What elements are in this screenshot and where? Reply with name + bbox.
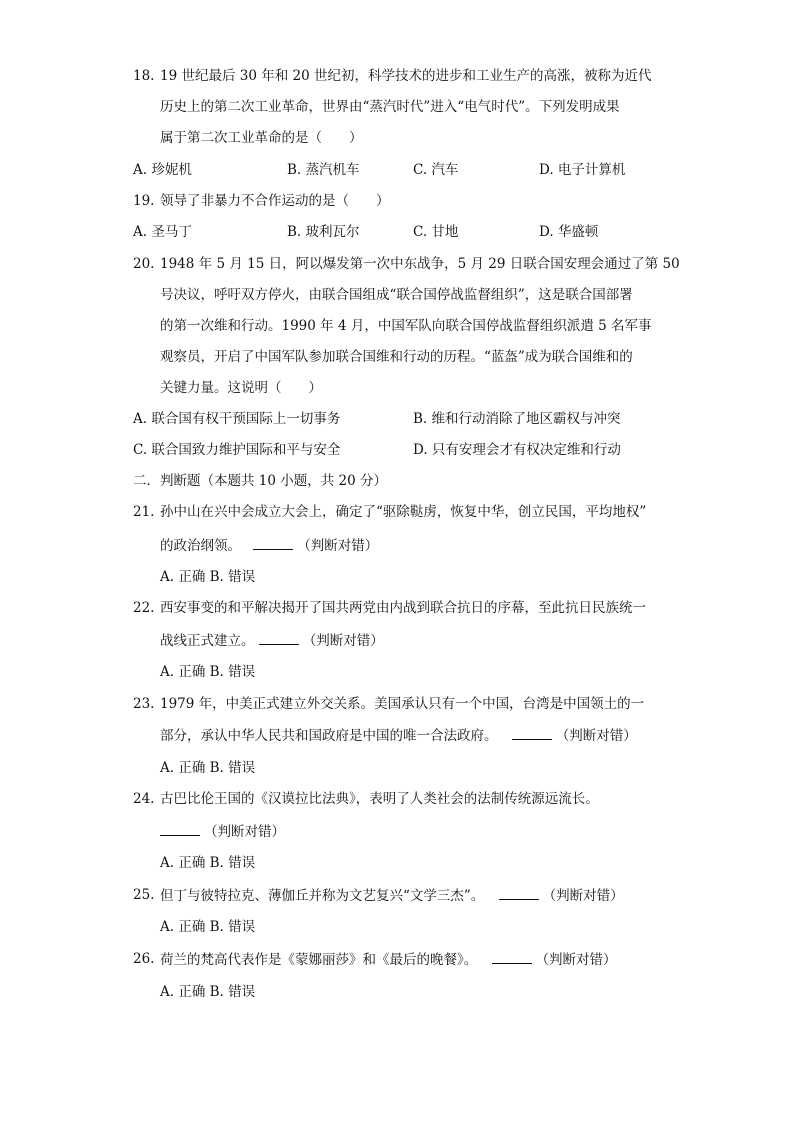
question-text: 西安事变的和平解决揭开了国共两党由内战到联合抗日的序幕，至此抗日民族统一 — [160, 600, 646, 616]
question-text-line — [160, 949, 617, 970]
question-text: 战线正式建立。 — [160, 633, 255, 649]
judge-options[interactable]: A. 正确 B. 错误 — [160, 855, 256, 871]
question-text: 号决议，呼吁双方停火，由联合国组成“联合国停战监督组织”，这是联合国部署 — [160, 287, 633, 303]
question-text: 领导了非暴力不合作运动的是（ ） — [160, 193, 390, 209]
option-c[interactable]: C. 联合国致力维护国际和平与安全 — [133, 442, 341, 458]
question-text: 关键力量。这说明（ ） — [160, 380, 322, 396]
question-text: 观察员，开启了中国军队参加联合国维和行动的历程。“蓝盔”成为联合国维和的 — [160, 349, 633, 365]
question-number: 24. — [133, 791, 155, 807]
question-number: 23. — [133, 696, 155, 712]
option-b[interactable]: B. 蒸汽机车 — [287, 162, 360, 178]
question-text: 1979 年，中美正式建立外交关系。美国承认只有一个中国，台湾是中国领土的一 — [160, 696, 645, 712]
question-text: 的第一次维和行动。1990 年 4 月，中国军队向联合国停战监督组织派遣 5 名军事 — [160, 318, 652, 334]
question-text: 属于第二次工业革命的是（ ） — [160, 130, 363, 146]
judge-options[interactable]: A. 正确 B. 错误 — [160, 919, 256, 935]
option-d[interactable]: D. 华盛顿 — [539, 224, 599, 240]
question-text: 孙中山在兴中会成立大会上，确定了“驱除鞑虏，恢复中华，创立民国，平均地权” — [160, 504, 647, 520]
question-number: 26. — [133, 951, 155, 967]
option-b[interactable]: B. 玻利瓦尔 — [287, 224, 360, 240]
judge-hint: （判断对错） — [297, 538, 379, 554]
option-a[interactable]: A. 联合国有权干预国际上一切事务 — [133, 411, 341, 427]
question-text: 历史上的第二次工业革命，世界由“蒸汽时代”进入“电气时代”。下列发明成果 — [160, 99, 620, 115]
question-text: 19 世纪最后 30 年和 20 世纪初，科学技术的进步和工业生产的高涨，被称为近代 — [160, 68, 652, 84]
option-a[interactable]: A. 珍妮机 — [133, 162, 192, 178]
question-number: 19. — [133, 193, 155, 209]
judge-options[interactable]: A. 正确 B. 错误 — [160, 984, 256, 1000]
question-text: 荷兰的梵高代表作是《蒙娜丽莎》和《最后的晚餐》。 — [160, 952, 478, 968]
question-number: 25. — [133, 887, 155, 903]
answer-blank[interactable] — [512, 725, 552, 740]
question-number: 20. — [133, 256, 155, 272]
judge-hint: （判断对错） — [302, 633, 384, 649]
question-text-line — [160, 725, 637, 746]
question-text: 部分，承认中华人民共和国政府是中国的唯一合法政府。 — [160, 728, 498, 744]
question-text-line — [160, 821, 285, 842]
question-text-line — [160, 535, 378, 556]
question-number: 21. — [133, 504, 155, 520]
judge-hint: （判断对错） — [555, 728, 637, 744]
option-b[interactable]: B. 维和行动消除了地区霸权与冲突 — [413, 411, 621, 427]
judge-hint: （判断对错） — [535, 952, 617, 968]
answer-blank[interactable] — [253, 535, 293, 550]
question-text: 古巴比伦王国的《汉谟拉比法典》，表明了人类社会的法制传统源远流长。 — [160, 791, 599, 807]
answer-blank[interactable] — [492, 949, 532, 964]
option-a[interactable]: A. 圣马丁 — [133, 224, 192, 240]
judge-hint: （判断对错） — [204, 824, 285, 840]
option-d[interactable]: D. 只有安理会才有权决定维和行动 — [413, 442, 621, 458]
option-c[interactable]: C. 汽车 — [413, 162, 459, 178]
question-text-line — [160, 630, 384, 651]
judge-options[interactable]: A. 正确 B. 错误 — [160, 664, 256, 680]
question-text: 的政治纲领。 — [160, 538, 241, 554]
question-text: 但丁与彼特拉克、薄伽丘并称为文艺复兴“文学三杰”。 — [160, 888, 485, 904]
section-title: 二．判断题（本题共 10 小题，共 20 分） — [133, 473, 388, 489]
question-number: 22. — [133, 600, 155, 616]
answer-blank[interactable] — [259, 630, 299, 645]
answer-blank[interactable] — [160, 821, 200, 836]
judge-hint: （判断对错） — [542, 888, 624, 904]
question-text-line — [160, 885, 624, 906]
answer-blank[interactable] — [499, 885, 539, 900]
judge-options[interactable]: A. 正确 B. 错误 — [160, 760, 256, 776]
question-number: 18. — [133, 68, 155, 84]
judge-options[interactable]: A. 正确 B. 错误 — [160, 569, 256, 585]
option-d[interactable]: D. 电子计算机 — [539, 162, 626, 178]
option-c[interactable]: C. 甘地 — [413, 224, 459, 240]
question-text: 1948 年 5 月 15 日，阿以爆发第一次中东战争，5 月 29 日联合国安理会通过了第 50 — [160, 256, 680, 272]
